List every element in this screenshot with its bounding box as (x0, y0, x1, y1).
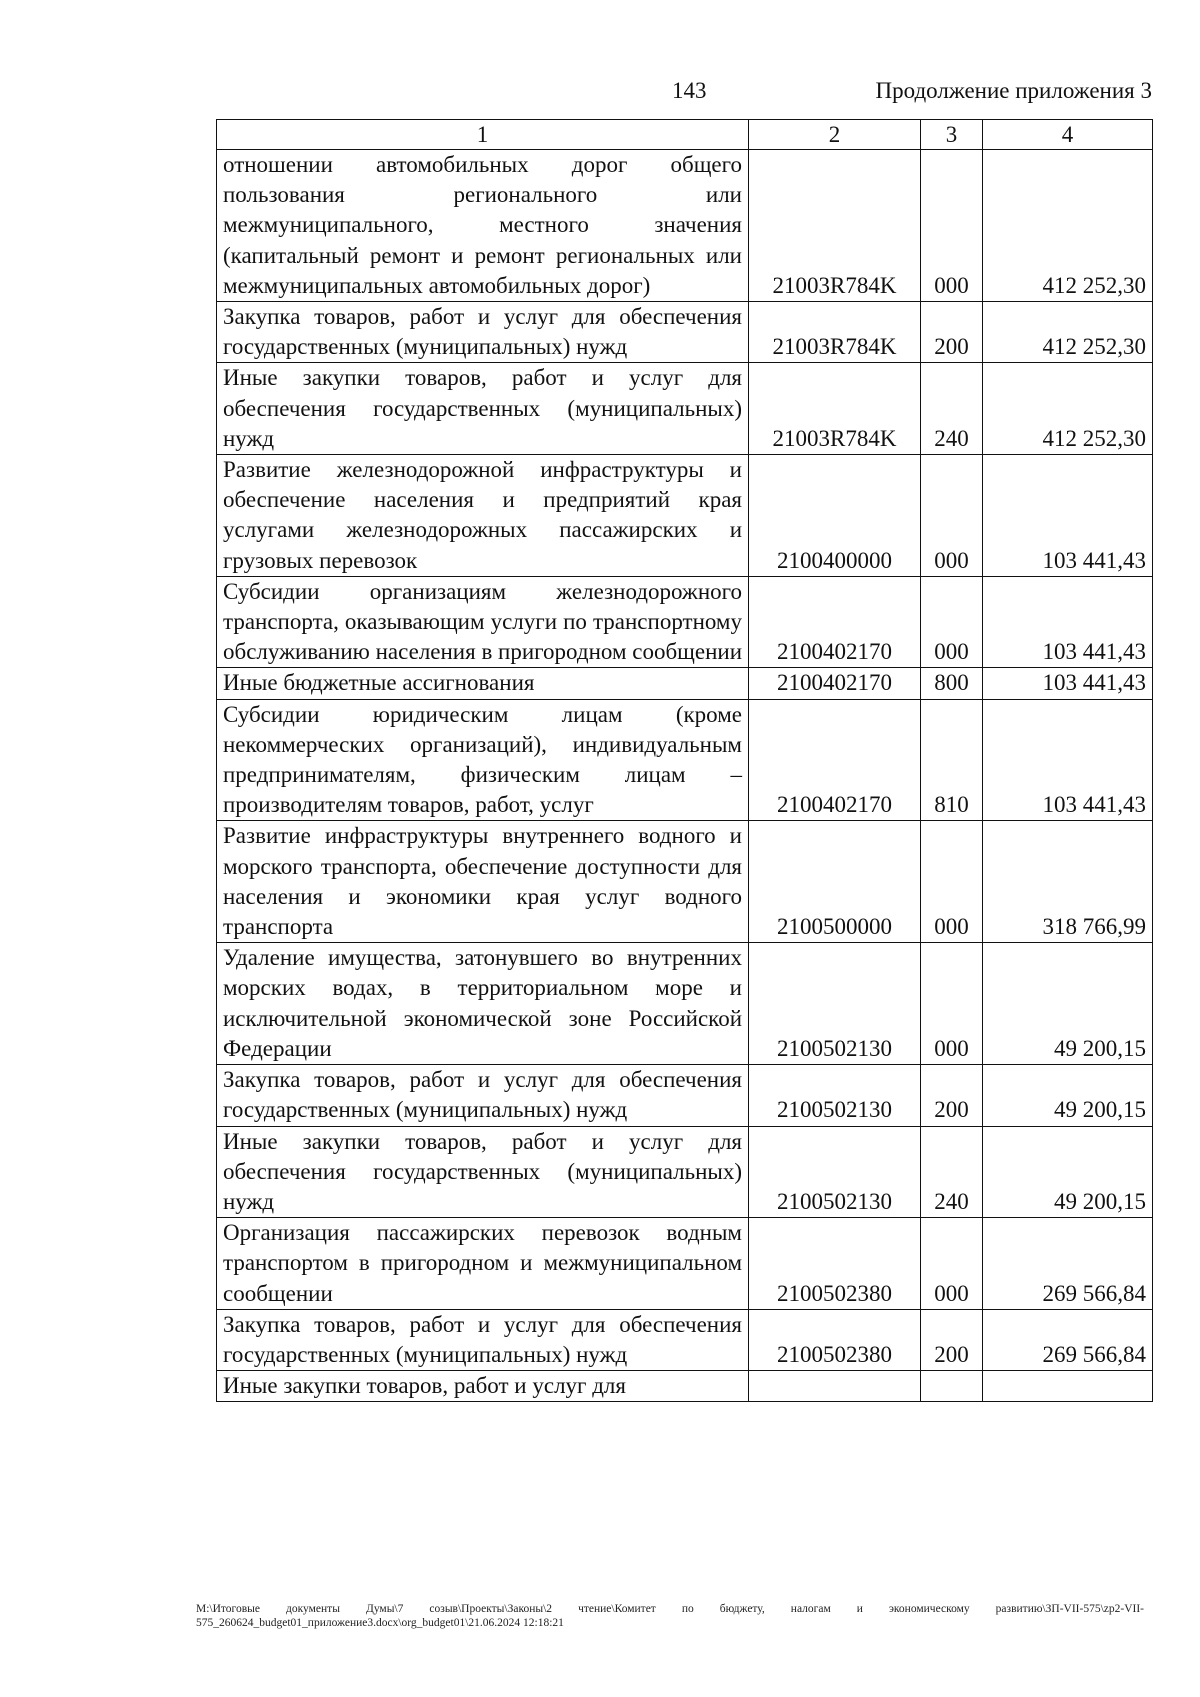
row-name: Иные закупки товаров, работ и услуг для обеспечения государственных (муниципальных) нужд (217, 1126, 749, 1218)
row-type: 240 (921, 1126, 983, 1218)
row-type: 800 (921, 668, 983, 699)
row-sum: 49 200,15 (983, 1126, 1153, 1218)
row-name: Иные бюджетные ассигнования (217, 668, 749, 699)
row-code (749, 1371, 921, 1402)
row-type: 000 (921, 943, 983, 1065)
page-number: 143 (672, 78, 707, 103)
table-row (217, 1065, 1153, 1126)
row-type: 810 (921, 699, 983, 821)
table-row (217, 150, 1153, 302)
row-sum: 318 766,99 (983, 821, 1153, 943)
row-name: Закупка товаров, работ и услуг для обеспечения государственных (муниципальных) нужд (217, 1065, 749, 1126)
budget-table (216, 119, 1153, 1402)
table-row (217, 1218, 1153, 1310)
row-type: 240 (921, 363, 983, 455)
table-row (217, 576, 1153, 668)
row-code: 2100502130 (749, 1126, 921, 1218)
row-type: 000 (921, 576, 983, 668)
row-name: Иные закупки товаров, работ и услуг для (217, 1371, 749, 1402)
column-header-4: 4 (983, 120, 1153, 150)
table-row (217, 1309, 1153, 1370)
row-type: 000 (921, 150, 983, 302)
row-sum: 269 566,84 (983, 1309, 1153, 1370)
row-type: 000 (921, 821, 983, 943)
table-row (217, 363, 1153, 455)
row-name: Удаление имущества, затонувшего во внутренних морских водах, в территориальном море и исключительной экономической зоне Российской Федерации (217, 943, 749, 1065)
row-name: отношении автомобильных дорог общего пользования регионального или межмуниципального, местного значения (капитальный ремонт и ремонт региональных или межмуниципальных автомобильных дорог) (217, 150, 749, 302)
row-sum: 103 441,43 (983, 668, 1153, 699)
column-header-2: 2 (749, 120, 921, 150)
table-row (217, 302, 1153, 363)
row-code: 2100500000 (749, 821, 921, 943)
row-type: 200 (921, 1309, 983, 1370)
row-code: 21003R784K (749, 302, 921, 363)
row-type (921, 1371, 983, 1402)
table-row (217, 1371, 1153, 1402)
row-code: 2100502130 (749, 943, 921, 1065)
row-sum: 269 566,84 (983, 1218, 1153, 1310)
row-name: Субсидии организациям железнодорожного транспорта, оказывающим услуги по транспортному обслуживанию населения в пригородном сообщении (217, 576, 749, 668)
row-code: 2100502380 (749, 1309, 921, 1370)
row-name: Субсидии юридическим лицам (кроме некоммерческих организаций), индивидуальным предпринимателям, физическим лицам – производителям товаров, работ, услуг (217, 699, 749, 821)
row-name: Развитие инфраструктуры внутреннего водного и морского транспорта, обеспечение доступности для населения и экономики края услуг водного транспорта (217, 821, 749, 943)
table-header-row (217, 120, 1153, 150)
row-code: 2100502130 (749, 1065, 921, 1126)
row-code: 21003R784K (749, 150, 921, 302)
row-sum: 49 200,15 (983, 1065, 1153, 1126)
row-name: Закупка товаров, работ и услуг для обеспечения государственных (муниципальных) нужд (217, 302, 749, 363)
row-sum: 103 441,43 (983, 699, 1153, 821)
row-sum (983, 1371, 1153, 1402)
row-name: Иные закупки товаров, работ и услуг для обеспечения государственных (муниципальных) нужд (217, 363, 749, 455)
row-type: 000 (921, 455, 983, 577)
table-row (217, 943, 1153, 1065)
row-name: Организация пассажирских перевозок водным транспортом в пригородном и межмуниципальном сообщении (217, 1218, 749, 1310)
row-code: 2100402170 (749, 668, 921, 699)
file-path-footer: M:\Итоговые документы Думы\7 созыв\Проекты\Законы\2 чтение\Комитет по бюджету, налогам и экономическому развитию\ЗП-VII-575\zp2-VII-575_260624_budget01_приложение3.docx\org_budget01\21.06.2024 12:18:21 (196, 1603, 1144, 1629)
row-sum: 412 252,30 (983, 363, 1153, 455)
table-row (217, 455, 1153, 577)
table-row (217, 1126, 1153, 1218)
row-sum: 103 441,43 (983, 455, 1153, 577)
table-row (217, 668, 1153, 699)
row-sum: 412 252,30 (983, 150, 1153, 302)
row-code: 21003R784K (749, 363, 921, 455)
row-code: 2100400000 (749, 455, 921, 577)
continuation-label: Продолжение приложения 3 (875, 78, 1152, 103)
row-sum: 412 252,30 (983, 302, 1153, 363)
row-sum: 49 200,15 (983, 943, 1153, 1065)
row-type: 000 (921, 1218, 983, 1310)
row-type: 200 (921, 302, 983, 363)
column-header-3: 3 (921, 120, 983, 150)
row-code: 2100502380 (749, 1218, 921, 1310)
row-name: Развитие железнодорожной инфраструктуры и обеспечение населения и предприятий края услугами железнодорожных пассажирских и грузовых перевозок (217, 455, 749, 577)
column-header-1: 1 (217, 120, 749, 150)
row-type: 200 (921, 1065, 983, 1126)
row-sum: 103 441,43 (983, 576, 1153, 668)
row-code: 2100402170 (749, 699, 921, 821)
row-code: 2100402170 (749, 576, 921, 668)
row-name: Закупка товаров, работ и услуг для обеспечения государственных (муниципальных) нужд (217, 1309, 749, 1370)
table-row (217, 699, 1153, 821)
table-row (217, 821, 1153, 943)
